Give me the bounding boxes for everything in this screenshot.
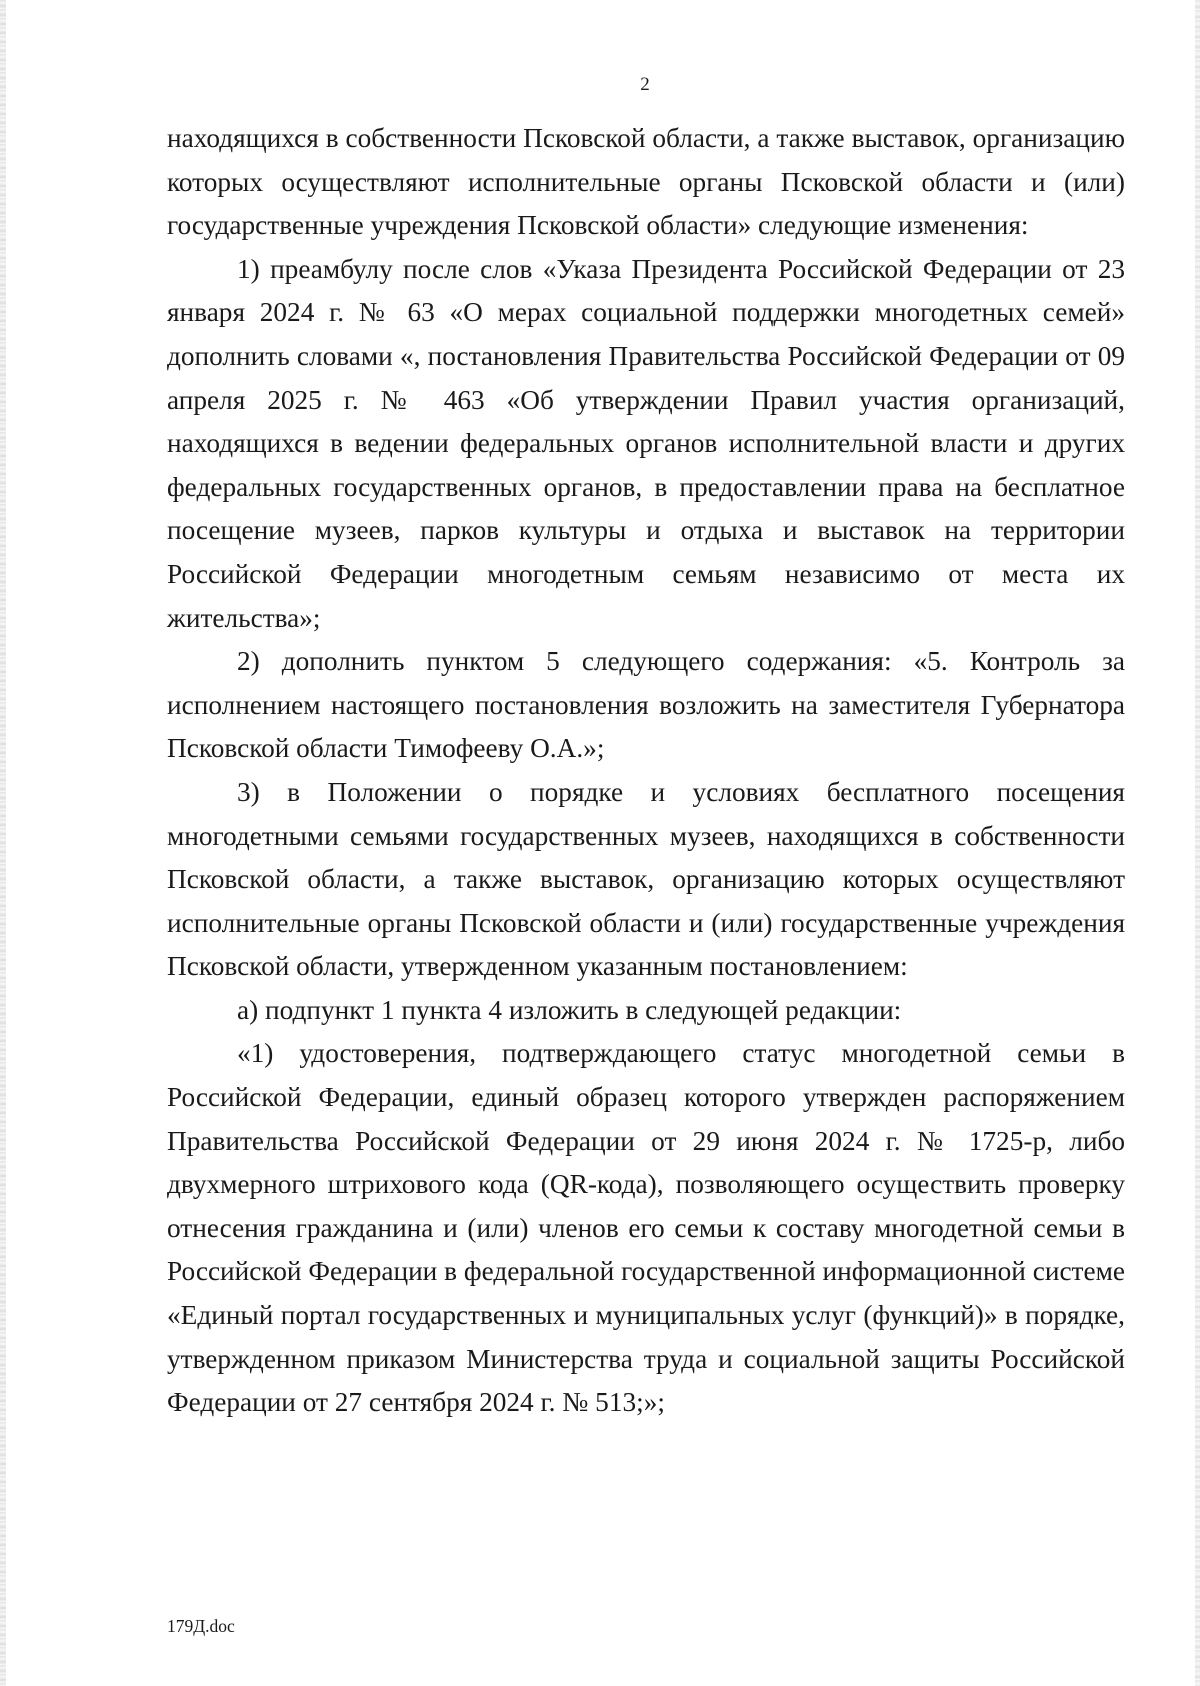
scan-edge-left [0,0,6,1686]
paragraph-subitem-a: а) подпункт 1 пункта 4 изложить в следующей редакции: [237,994,902,1025]
scan-edge-right [1195,0,1200,1686]
paragraph-quoted-text: «1) удостоверения, подтверждающего статус многодетной семьи в Российской Федерации, единый образец которого утвержден распоряжением Правительства Российской Федерации от 29 июня 2024 г. № 1725-р, либо двухмерного штрихового кода (QR-кода), позволяющего осуществить проверку отнесения гражданина и (или) членов его семьи к составу многодетной семьи в Российской Федерации в федеральной государственной информационной системе «Единый портал государственных и муниципальных услуг (функций)» в порядке, утвержденном приказом Министерства труда и социальной защиты Российской Федерации от 27 сентября 2024 г. № 513;»; [167,1038,1125,1418]
paragraph-item-2: 2) дополнить пунктом 5 следующего содержания: «5. Контроль за исполнением настоящего постановления возложить на заместителя Губернатора Псковской области Тимофееву О.А.»; [167,646,1125,764]
document-body [167,117,1125,1425]
paragraph-continuation: находящихся в собственности Псковской области, а также выставок, организацию которых осуществляют исполнительные органы Псковской области и (или) государственные учреждения Псковской области» следующие изменения: [167,123,1125,241]
paragraph-item-1: 1) преамбулу после слов «Указа Президента Российской Федерации от 23 января 2024 г. № 63 «О мерах социальной поддержки многодетных семей» дополнить словами «, постановления Правительства Российской Федерации от 09 апреля 2025 г. № 463 «Об утверждении Правил участия организаций, находящихся в ведении федеральных органов исполнительной власти и других федеральных государственных органов, в предоставлении права на бесплатное посещение музеев, парков культуры и отдыха и выставок на территории Российской Федерации многодетным семьям независимо от места их жительства»; [167,253,1125,633]
footer-file-name: 179Д.doc [167,1616,235,1636]
paragraph-item-3: 3) в Положении о порядке и условиях бесплатного посещения многодетными семьями государственных музеев, находящихся в собственности Псковской области, а также выставок, организацию которых осуществляют исполнительные органы Псковской области и (или) государственные учреждения Псковской области, утвержденном указанным постановлением: [167,776,1125,982]
page-number: 2 [640,74,650,95]
